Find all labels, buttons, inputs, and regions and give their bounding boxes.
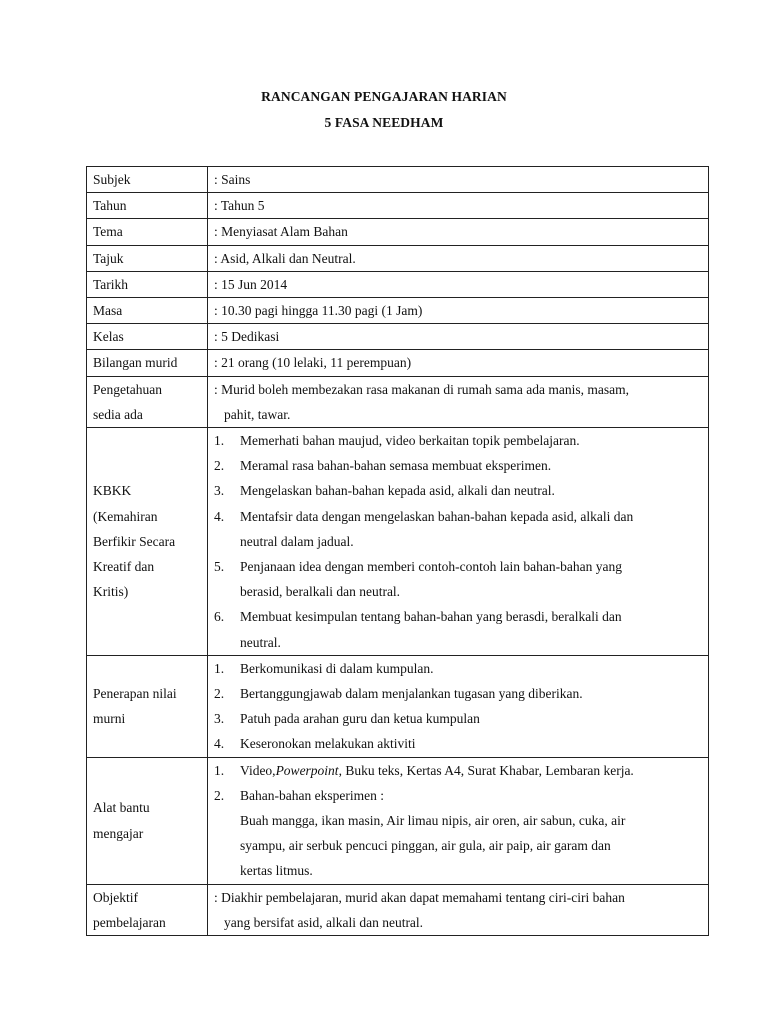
- list-text: kertas litmus.: [240, 863, 313, 879]
- row-label-pengetahuan: [87, 376, 208, 427]
- label-line: pembelajaran: [93, 914, 166, 930]
- list-item: [214, 758, 702, 783]
- table-row: [87, 655, 709, 757]
- table-row: [87, 271, 709, 297]
- row-value-kelas: : 5 Dedikasi: [208, 324, 709, 350]
- text-segment-italic: Powerpoint: [275, 762, 339, 778]
- list-text: [240, 758, 702, 783]
- row-value-kbkk: [208, 428, 709, 656]
- list-number: 2.: [214, 787, 225, 803]
- list-text: Keseronokan melakukan aktiviti: [240, 736, 416, 752]
- row-label-nilai: [87, 655, 208, 757]
- label-line: mengajar: [93, 825, 144, 841]
- row-label-kbkk: [87, 428, 208, 656]
- list-number: 1.: [214, 762, 225, 778]
- label-line: sedia ada: [93, 406, 143, 422]
- list-text: Bertanggungjawab dalam menjalankan tugasan yang diberikan.: [240, 686, 583, 702]
- list-item: [214, 706, 702, 731]
- list-text: Berkomunikasi di dalam kumpulan.: [240, 660, 434, 676]
- list-item: [214, 504, 702, 554]
- value-line: : Diakhir pembelajaran, murid akan dapat memahami tentang ciri-ciri bahan: [214, 889, 625, 905]
- row-label-tarikh: Tarikh: [87, 271, 208, 297]
- row-value-nilai: [208, 655, 709, 757]
- row-value-tajuk: : Asid, Alkali dan Neutral.: [208, 245, 709, 271]
- row-value-tahun: : Tahun 5: [208, 193, 709, 219]
- table-row: [87, 376, 709, 427]
- label-line: (Kemahiran: [93, 508, 158, 524]
- lesson-plan-table: [86, 166, 709, 936]
- label-line: Berfikir Secara: [93, 533, 176, 549]
- table-row: [87, 428, 709, 656]
- list-text: Buah mangga, ikan masin, Air limau nipis, air oren, air sabun, cuka, air: [240, 813, 626, 829]
- table-row: [87, 245, 709, 271]
- table-row: [87, 324, 709, 350]
- list-text: Patuh pada arahan guru dan ketua kumpulan: [240, 711, 480, 727]
- label-line: Objektif: [93, 889, 138, 905]
- row-label-bilangan: Bilangan murid: [87, 350, 208, 376]
- label-line: murni: [93, 711, 126, 727]
- list-text: Memerhati bahan maujud, video berkaitan topik pembelajaran.: [240, 433, 580, 449]
- row-label-tajuk: Tajuk: [87, 245, 208, 271]
- row-value-tarikh: : 15 Jun 2014: [208, 271, 709, 297]
- label-line: KBKK: [93, 483, 132, 499]
- list-number: 3.: [214, 483, 225, 499]
- label-line: Kritis): [93, 584, 129, 600]
- list-number: 2.: [214, 458, 225, 474]
- list-number: 5.: [214, 559, 225, 575]
- label-line: Penerapan nilai: [93, 686, 177, 702]
- list-item: [214, 731, 702, 756]
- value-line: yang bersifat asid, alkali dan neutral.: [224, 914, 424, 930]
- row-value-subjek: : Sains: [208, 167, 709, 193]
- table-row: [87, 884, 709, 935]
- row-value-tema: : Menyiasat Alam Bahan: [208, 219, 709, 245]
- list-number: 2.: [214, 686, 225, 702]
- list-text: Bahan-bahan eksperimen :: [240, 787, 384, 803]
- document-title: RANCANGAN PENGAJARAN HARIAN: [261, 89, 507, 104]
- table-row: [87, 298, 709, 324]
- row-value-objektif: [208, 884, 709, 935]
- list-item: [214, 478, 702, 503]
- list-item: [214, 428, 702, 453]
- row-label-kelas: Kelas: [87, 324, 208, 350]
- list-text: syampu, air serbuk pencuci pinggan, air gula, air paip, air garam dan: [240, 838, 611, 854]
- list-text: berasid, beralkali dan neutral.: [240, 584, 401, 600]
- table-row: [87, 167, 709, 193]
- list-number: 1.: [214, 660, 225, 676]
- list-number: 6.: [214, 609, 225, 625]
- table-row: [87, 219, 709, 245]
- nilai-list: [214, 656, 702, 757]
- label-line: Alat bantu: [93, 800, 150, 816]
- alat-list: [214, 758, 702, 884]
- label-line: Kreatif dan: [93, 559, 155, 575]
- row-label-alat: [87, 757, 208, 884]
- list-item: [214, 681, 702, 706]
- list-item: [214, 656, 702, 681]
- list-text: Membuat kesimpulan tentang bahan-bahan yang berasdi, beralkali dan: [240, 609, 622, 625]
- list-number: 4.: [214, 736, 225, 752]
- table-row: [87, 193, 709, 219]
- row-value-pengetahuan: [208, 376, 709, 427]
- list-text: Mengelaskan bahan-bahan kepada asid, alkali dan neutral.: [240, 483, 555, 499]
- row-label-subjek: Subjek: [87, 167, 208, 193]
- text-segment: , Buku teks, Kertas A4, Surat Khabar, Lembaran kerja.: [338, 762, 634, 778]
- row-label-objektif: [87, 884, 208, 935]
- row-value-alat: [208, 757, 709, 884]
- kbkk-list: [214, 428, 702, 655]
- list-text: Mentafsir data dengan mengelaskan bahan-bahan kepada asid, alkali dan: [240, 508, 634, 524]
- value-line: : Murid boleh membezakan rasa makanan di rumah sama ada manis, masam,: [214, 381, 629, 397]
- label-line: Pengetahuan: [93, 381, 162, 397]
- list-number: 4.: [214, 508, 225, 524]
- table-row: [87, 757, 709, 884]
- list-text: Meramal rasa bahan-bahan semasa membuat eksperimen.: [240, 458, 552, 474]
- row-label-tahun: Tahun: [87, 193, 208, 219]
- text-segment: Video,: [240, 762, 276, 778]
- list-text: neutral.: [240, 634, 281, 650]
- list-number: 3.: [214, 711, 225, 727]
- row-label-tema: Tema: [87, 219, 208, 245]
- list-item: [214, 783, 702, 884]
- document-subtitle: 5 FASA NEEDHAM: [324, 115, 444, 130]
- table-row: [87, 350, 709, 376]
- list-item: [214, 604, 702, 654]
- row-label-masa: Masa: [87, 298, 208, 324]
- value-line: pahit, tawar.: [224, 406, 291, 422]
- list-item: [214, 554, 702, 604]
- list-number: 1.: [214, 433, 225, 449]
- row-value-bilangan: : 21 orang (10 lelaki, 11 perempuan): [208, 350, 709, 376]
- row-value-masa: : 10.30 pagi hingga 11.30 pagi (1 Jam): [208, 298, 709, 324]
- list-item: [214, 453, 702, 478]
- list-text: Penjanaan idea dengan memberi contoh-contoh lain bahan-bahan yang: [240, 559, 622, 575]
- list-text: neutral dalam jadual.: [240, 533, 354, 549]
